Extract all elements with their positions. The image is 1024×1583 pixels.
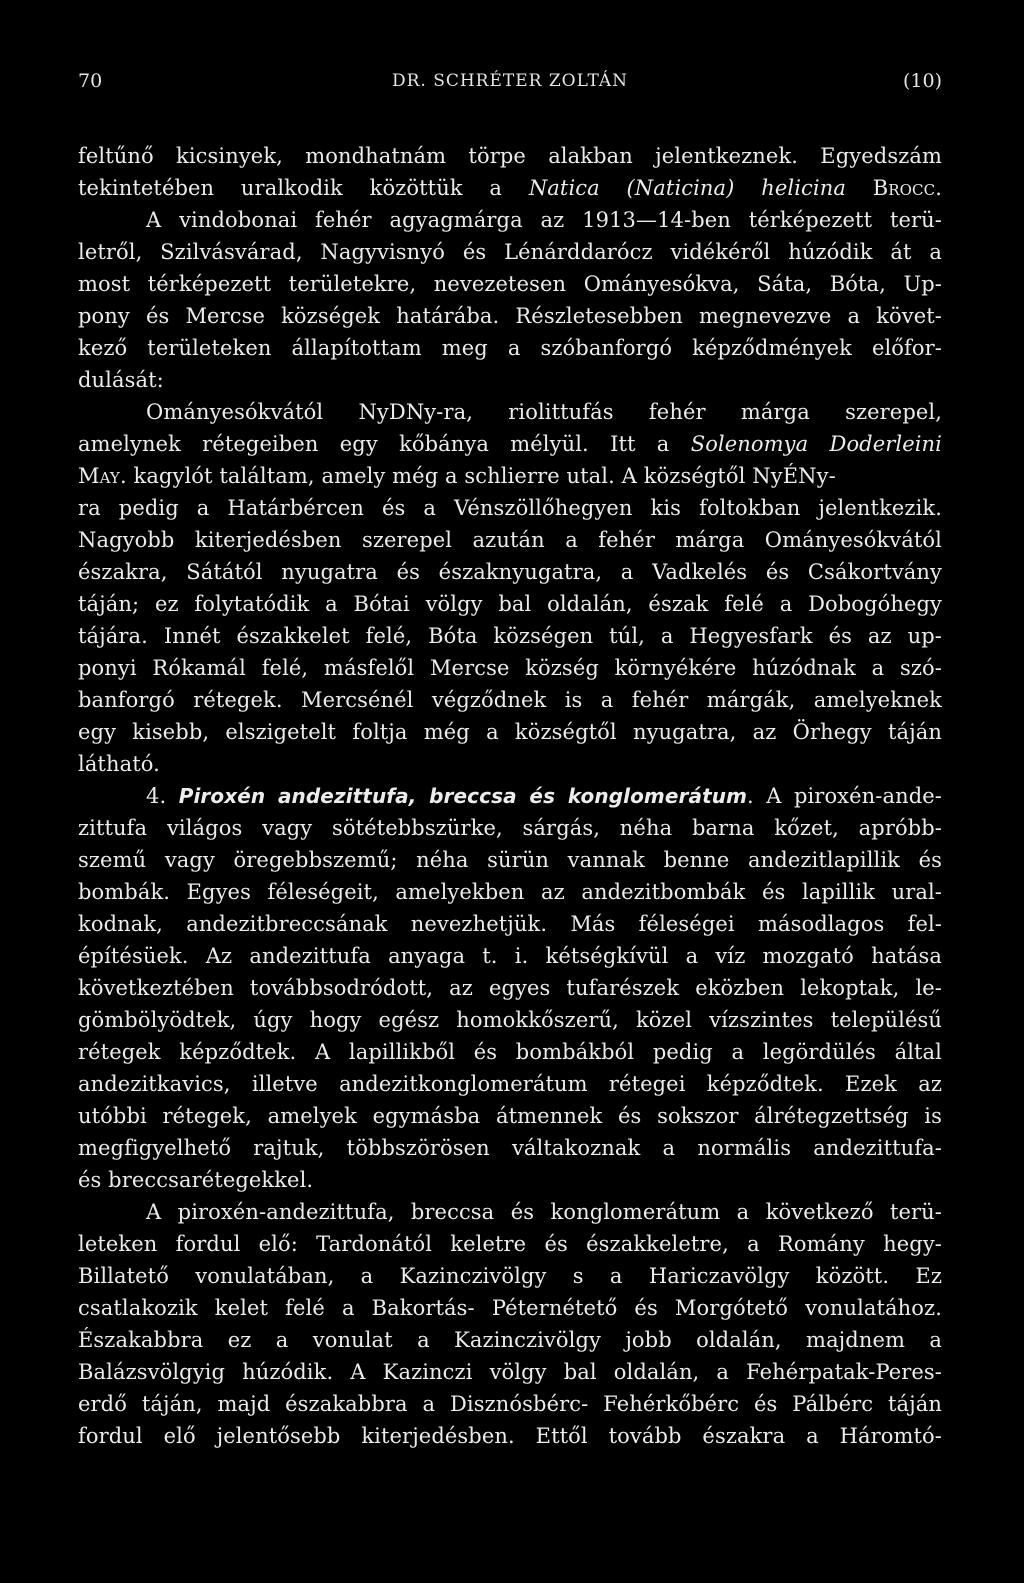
text-line <box>78 716 942 748</box>
text-line <box>78 1324 942 1356</box>
text-line <box>78 556 942 588</box>
text-line <box>78 812 942 844</box>
text-segment: Balázsvölgyig húzódik. A Kazinczi völgy bal oldalán, a Fehérpatak-Peres- <box>78 1360 942 1384</box>
text-segment: letről, Szilvásvárad, Nagyvisnyó és Lénárddarócz vidékéről húzódik át a <box>78 240 942 264</box>
text-line <box>78 876 942 908</box>
text-segment: . <box>935 176 942 200</box>
text-line <box>78 1196 942 1228</box>
text-segment: most térképezett területekre, nevezetesen Ományesókva, Sáta, Bóta, Up- <box>78 272 942 296</box>
text-segment: Billatető vonulatában, a Kazinczivölgy s a Hariczavölgy között. Ez <box>78 1264 942 1288</box>
text-line <box>78 588 942 620</box>
text-segment: táján; ez folytatódik a Bótai völgy bal oldalán, észak felé a Dobogóhegy <box>78 592 942 616</box>
text-segment: ponyi Rókamál felé, másfelől Mercse község környékére húzódnak a szó- <box>78 656 942 680</box>
text-segment: zittufa világos vagy sötétebbszürke, sárgás, néha barna kőzet, apróbb- <box>78 816 942 840</box>
text-line <box>78 1036 942 1068</box>
text-line <box>78 1420 942 1452</box>
text-segment: fordul elő jelentősebb kiterjedésben. Ettől tovább északra a Háromtó- <box>78 1424 942 1448</box>
text-segment: északra, Sátától nyugatra és északnyugatra, a Vadkelés és Csákortvány <box>78 560 942 584</box>
text-line <box>78 1356 942 1388</box>
text-segment: pony és Mercse községek határába. Részletesebben megnevezve a követ- <box>78 304 942 328</box>
text-line <box>78 1228 942 1260</box>
text-line <box>78 268 942 300</box>
text-segment: ra pedig a Határbércen és a Vénszöllőhegyen kis foltokban jelentkezik. <box>78 496 942 520</box>
text-line <box>78 620 942 652</box>
text-segment: leteken fordul elő: Tardonától keletre és északkeletre, a Romány hegy- <box>78 1232 942 1256</box>
text-segment: megfigyelhető rajtuk, többszörösen váltakoznak a normális andezittufa- <box>78 1136 942 1160</box>
text-line <box>78 1388 942 1420</box>
text-line <box>78 524 942 556</box>
text-segment: feltűnő kicsinyek, mondhatnám törpe alakban jelentkeznek. Egyedszám <box>78 144 942 168</box>
text-line <box>78 364 942 396</box>
text-segment: rétegek képződtek. A lapillikből és bombákból pedig a legördülés által <box>78 1040 942 1064</box>
text-segment: . kagylót találtam, amely még a schlierre utal. A községtől NyÉNy- <box>119 464 836 488</box>
text-segment: amelynek rétegeiben egy kőbánya mélyül. Itt a <box>78 432 691 456</box>
text-line <box>78 652 942 684</box>
text-line <box>78 844 942 876</box>
text-line <box>78 1260 942 1292</box>
text-line <box>78 396 942 428</box>
text-line <box>78 1164 942 1196</box>
text-line <box>78 492 942 524</box>
text-segment: banforgó rétegek. Mercsénél végződnek is a fehér márgák, amelyeknek <box>78 688 942 712</box>
text-line <box>78 332 942 364</box>
text-line <box>78 684 942 716</box>
text-line <box>78 1132 942 1164</box>
text-segment <box>846 176 873 200</box>
text-line <box>78 908 942 940</box>
styled-text-segment: Natica (Naticina) helicina <box>528 176 846 200</box>
styled-text-segment: Piroxén andezittufa, breccsa és konglomerátum <box>178 784 748 808</box>
text-segment: utóbbi rétegek, amelyek egymásba átmennek és sokszor álrétegzettség is <box>78 1104 942 1128</box>
text-line <box>78 940 942 972</box>
text-segment: gömbölyödtek, úgy hogy egész homokkőszerű, közel vízszintes településű <box>78 1008 942 1032</box>
text-segment: egy kisebb, elszigetelt foltja még a községtől nyugatra, az Örhegy táján <box>78 720 942 744</box>
text-segment: kodnak, andezitbreccsának nevezhetjük. Más féleségei másodlagos fel- <box>78 912 942 936</box>
text-segment: A piroxén-andezittufa, breccsa és konglomerátum a következő terü- <box>146 1200 942 1224</box>
text-line <box>78 1068 942 1100</box>
section-number: (10) <box>902 70 942 92</box>
text-line <box>78 236 942 268</box>
running-author: DR. SCHRÉTER ZOLTÁN <box>391 71 629 91</box>
text-segment: Északabbra ez a vonulat a Kazinczivölgy jobb oldalán, majdnem a <box>78 1328 942 1352</box>
text-segment: andezitkavics, illetve andezitkonglomerátum rétegei képződtek. Ezek az <box>78 1072 942 1096</box>
styled-text-segment: Solenomya Doderleini <box>690 432 942 456</box>
styled-text-segment: Brocc <box>872 176 936 200</box>
text-line <box>78 748 942 780</box>
text-line <box>78 428 942 460</box>
text-line <box>78 204 942 236</box>
text-segment: építésüek. Az andezittufa anyaga t. i. kétségkívül a víz mozgató hatása <box>78 944 942 968</box>
text-segment: tájára. Innét északkelet felé, Bóta községen túl, a Hegyesfark és az up- <box>78 624 942 648</box>
text-segment: . A piroxén-ande- <box>747 784 942 808</box>
text-segment: látható. <box>78 752 160 776</box>
text-segment: 4. <box>146 784 179 808</box>
text-segment: A vindobonai fehér agyagmárga az 1913—14-ben térképezett terü- <box>146 208 942 232</box>
styled-text-segment: May <box>78 464 120 488</box>
text-segment: dulását: <box>78 368 164 392</box>
text-line <box>78 140 942 172</box>
text-segment: Ományesókvától NyDNy-ra, riolittufás fehér márga szerepel, <box>146 400 942 424</box>
text-segment: szemű vagy öregebbszemű; néha sürün vannak benne andezitlapillik és <box>78 848 942 872</box>
text-segment: bombák. Egyes féleségeit, amelyekben az andezitbombák és lapillik ural- <box>78 880 942 904</box>
text-line <box>78 1292 942 1324</box>
text-segment: és breccsarétegekkel. <box>78 1168 314 1192</box>
text-line <box>78 460 942 492</box>
text-line <box>78 780 942 812</box>
body-text <box>78 140 942 1452</box>
text-segment: erdő táján, majd északabbra a Disznósbérc- Fehérkőbérc és Pálbérc táján <box>78 1392 942 1416</box>
text-segment: tekintetében uralkodik közöttük a <box>78 176 529 200</box>
text-segment: csatlakozik kelet felé a Bakortás- Péternétető és Morgótető vonulatához. <box>78 1296 942 1320</box>
text-line <box>78 1100 942 1132</box>
text-segment: Nagyobb kiterjedésben szerepel azután a fehér márga Ományesókvától <box>78 528 942 552</box>
text-segment: kező területeken állapítottam meg a szóbanforgó képződmények előfor- <box>78 336 942 360</box>
running-header <box>78 66 942 96</box>
page-number: 70 <box>78 70 103 92</box>
text-line <box>78 300 942 332</box>
text-segment: következtében továbbsodródott, az egyes tufarészek eközben lekoptak, le- <box>78 976 942 1000</box>
text-line <box>78 172 942 204</box>
text-line <box>78 972 942 1004</box>
text-line <box>78 1004 942 1036</box>
